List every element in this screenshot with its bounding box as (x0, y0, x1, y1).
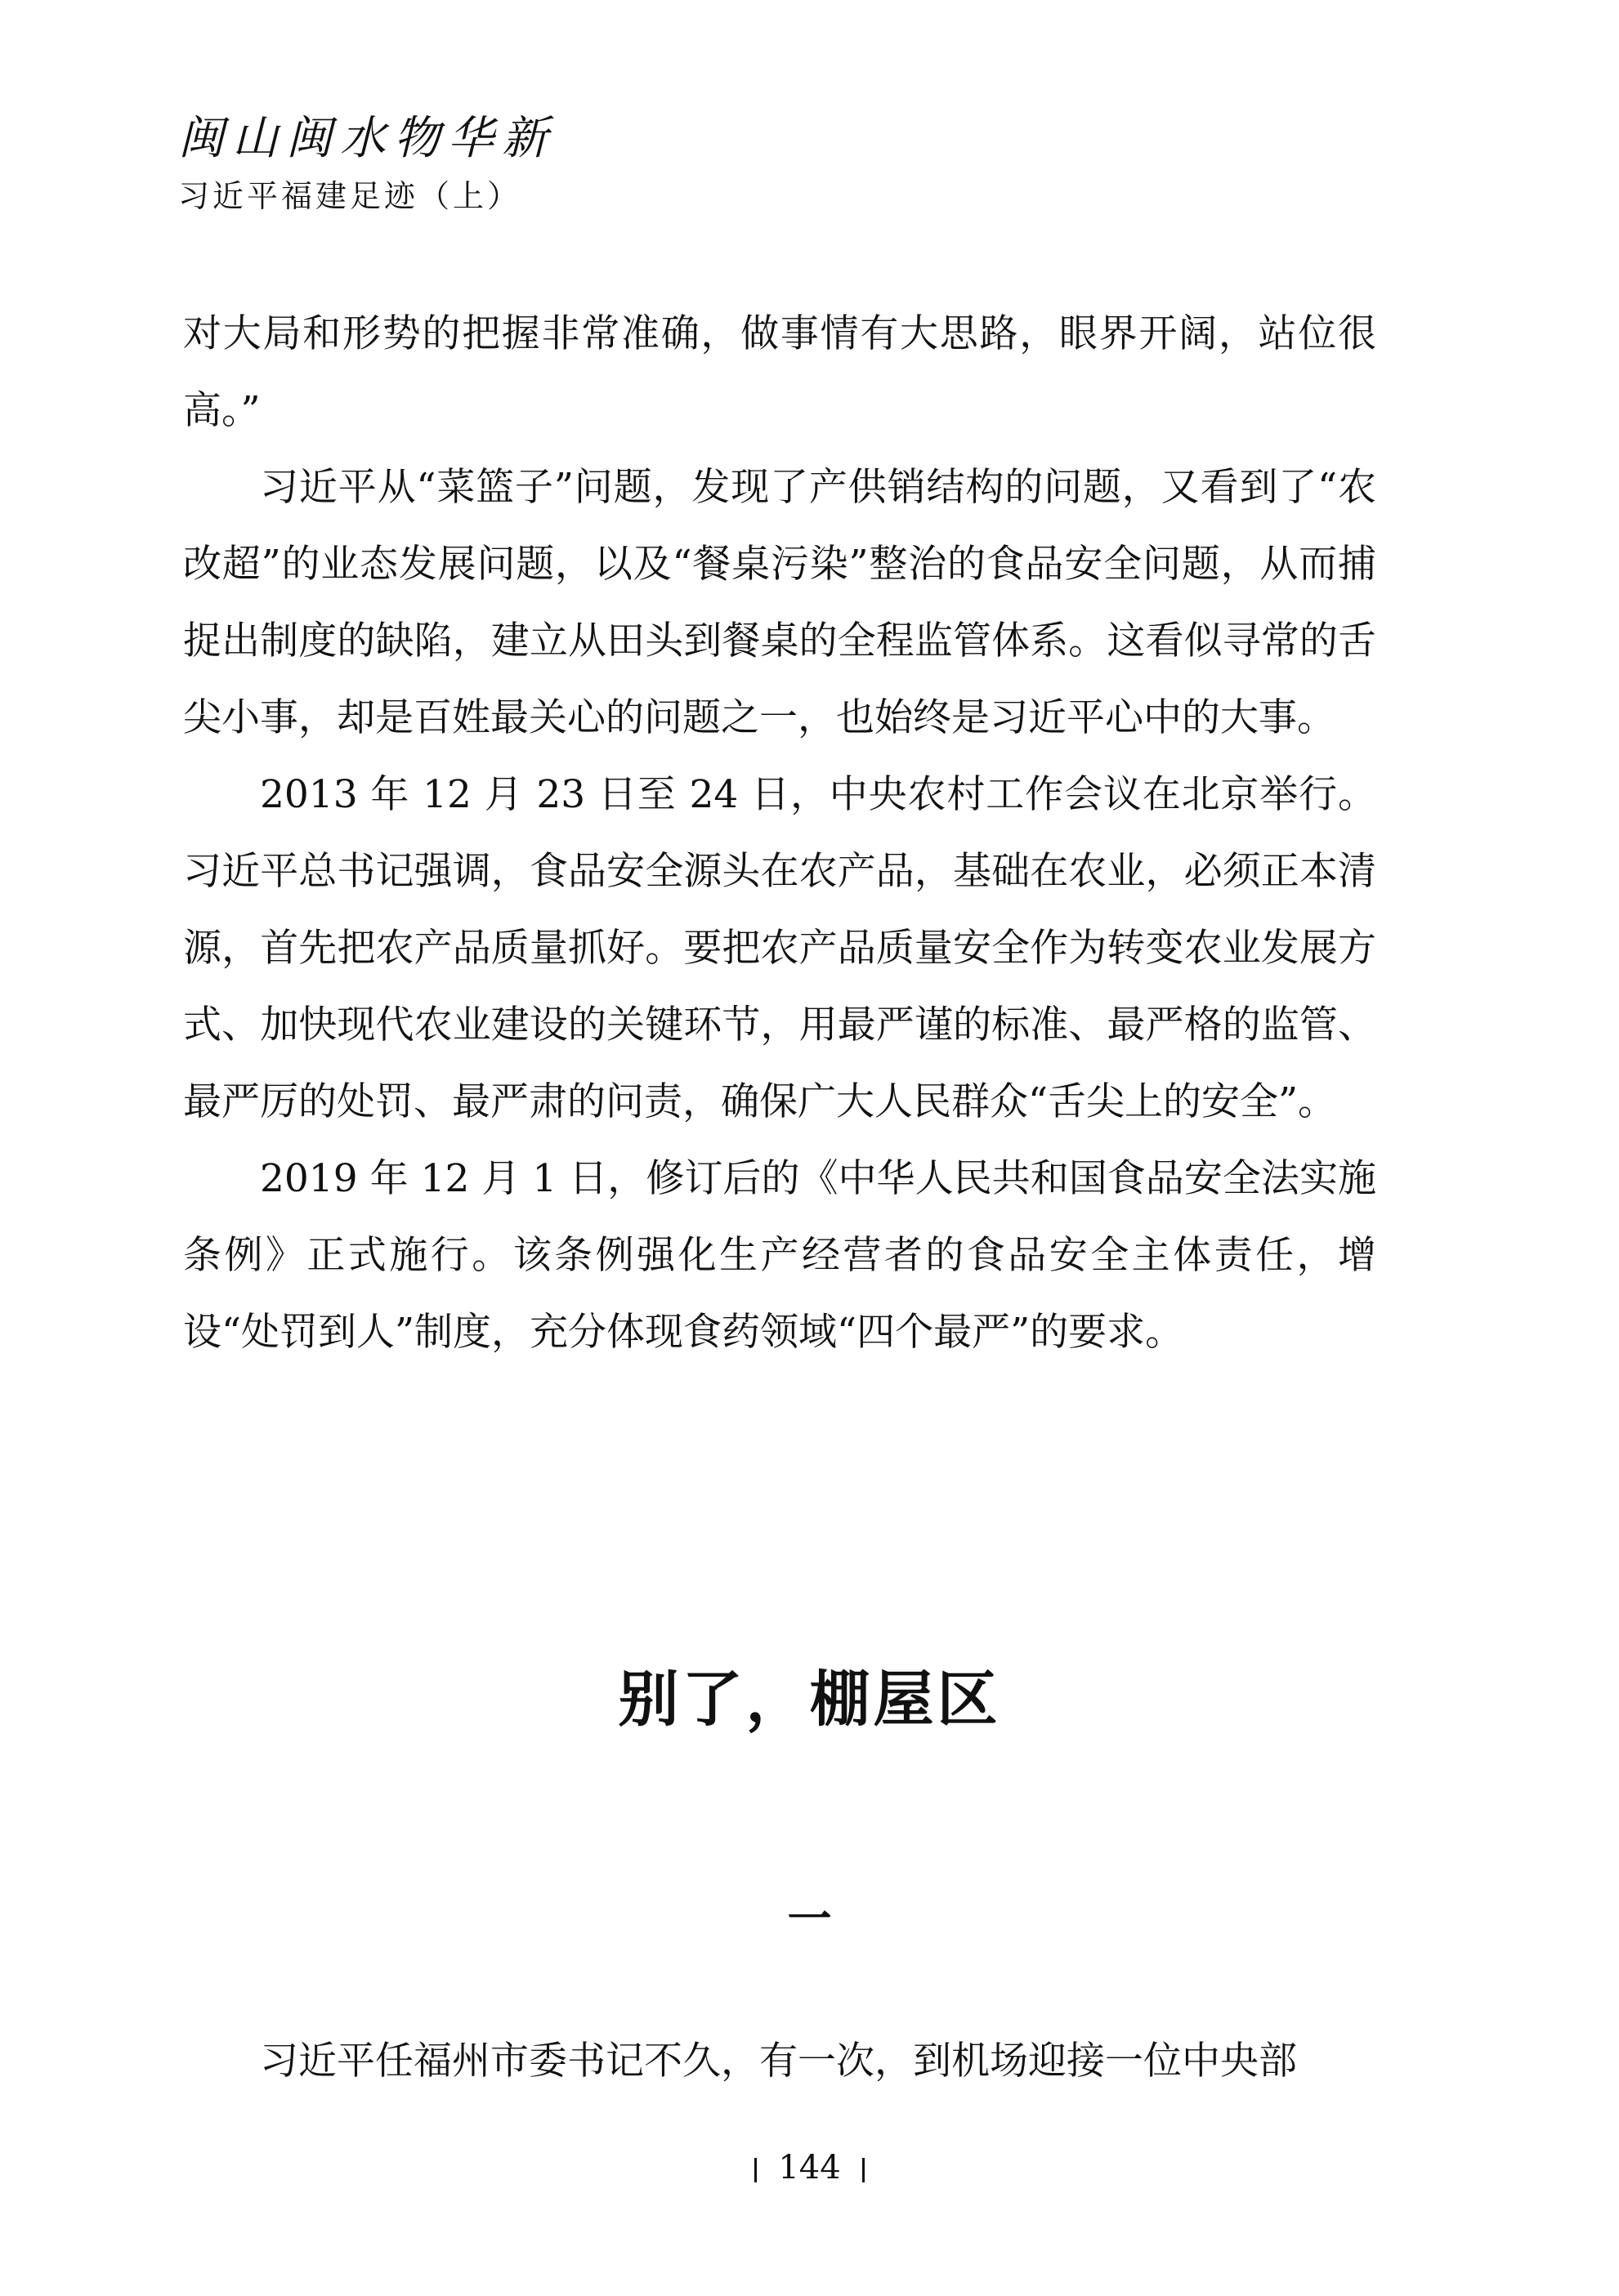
paragraph: 习近平任福州市委书记不久，有一次，到机场迎接一位中央部 (260, 2039, 1297, 2084)
paragraph: 2019 年 12 月 1 日，修订后的《中华人民共和国食品安全法实施条例》正式施行。该条例强化生产经营者的食品安全主体责任，增设“处罚到人”制度，充分体现食药领域“四个最严”的要求。 (183, 1156, 1376, 1355)
section-number: 一 (787, 1892, 832, 1945)
page-number: 144 (778, 2149, 841, 2187)
chapter-title: 别了，棚屋区 (618, 1664, 1001, 1735)
book-title: 闽山闽水物华新 (178, 112, 556, 165)
chapter-opening (183, 2023, 1376, 2100)
paragraph-continued: 对大局和形势的把握非常准确，做事情有大思路，眼界开阔，站位很高。” (183, 311, 1376, 433)
body-text (183, 296, 1376, 1371)
paragraph: 习近平从“菜篮子”问题，发现了产供销结构的问题，又看到了“农改超”的业态发展问题，以及“餐桌污染”整治的食品安全问题，从而捕捉出制度的缺陷，建立从田头到餐桌的全程监管体系。这看似寻常的舌尖小事，却是百姓最关心的问题之一，也始终是习近平心中的大事。 (183, 465, 1376, 740)
left-rule (754, 2158, 757, 2182)
running-header (178, 113, 750, 216)
page-number-footer (0, 2145, 1619, 2191)
paragraph: 2013 年 12 月 23 日至 24 日，中央农村工作会议在北京举行。习近平总书记强调，食品安全源头在农产品，基础在农业，必须正本清源，首先把农产品质量抓好。要把农产品质量安全作为转变农业发展方式、加快现代农业建设的关键环节，用最严谨的标准、最严格的监管、最严厉的处罚、最严肃的问责，确保广大人民群众“舌尖上的安全”。 (183, 772, 1376, 1124)
book-subtitle: 习近平福建足迹（上） (178, 178, 522, 214)
right-rule (862, 2158, 865, 2182)
